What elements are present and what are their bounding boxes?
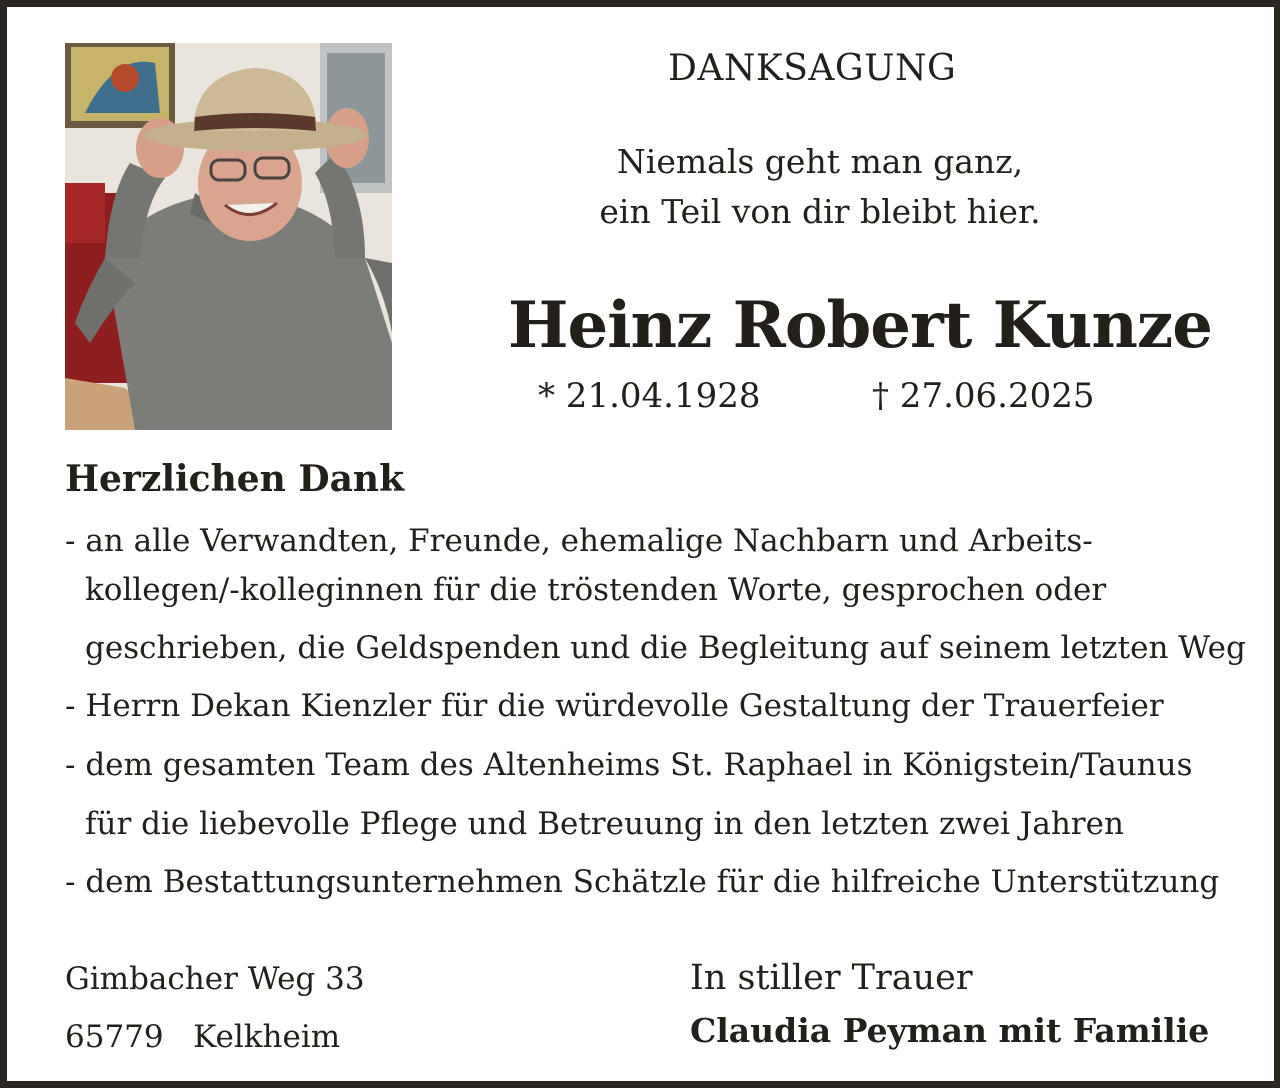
quote-line-2: ein Teil von dir bleibt hier. [599,192,1041,231]
portrait-photo [65,43,392,430]
thanks-line: für die liebevolle Pflege und Betreuung in den letzten zwei Jahren [85,806,1124,842]
quote-line-1: Niemals geht man ganz, [616,142,1024,181]
notice-heading: DANKSAGUNG [668,48,957,89]
birth-date: * 21.04.1928 [538,376,761,416]
thanks-title: Herzlichen Dank [65,458,405,500]
thanks-line: - an alle Verwandten, Freunde, ehemalige Nachbarn und Arbeits- [65,523,1093,559]
thanks-line: geschrieben, die Geldspenden und die Begleitung auf seinem letzten Weg [85,630,1246,666]
thanks-line: kollegen/-kolleginnen für die tröstenden Worte, gesprochen oder [85,572,1107,608]
signature-intro: In stiller Trauer [690,958,973,998]
thanks-line: - Herrn Dekan Kienzler für die würdevolle Gestaltung der Trauerfeier [65,688,1164,724]
thanks-line: - dem gesamten Team des Altenheims St. Raphael in Königstein/Taunus [65,747,1193,783]
deceased-name: Heinz Robert Kunze [508,288,1212,363]
death-date: † 27.06.2025 [872,376,1095,416]
address-street: Gimbacher Weg 33 [65,961,365,997]
address-city: 65779 Kelkheim [65,1019,341,1055]
signature-name: Claudia Peyman mit Familie [690,1011,1210,1050]
thanks-line: - dem Bestattungsunternehmen Schätzle für die hilfreiche Unterstützung [65,864,1220,900]
